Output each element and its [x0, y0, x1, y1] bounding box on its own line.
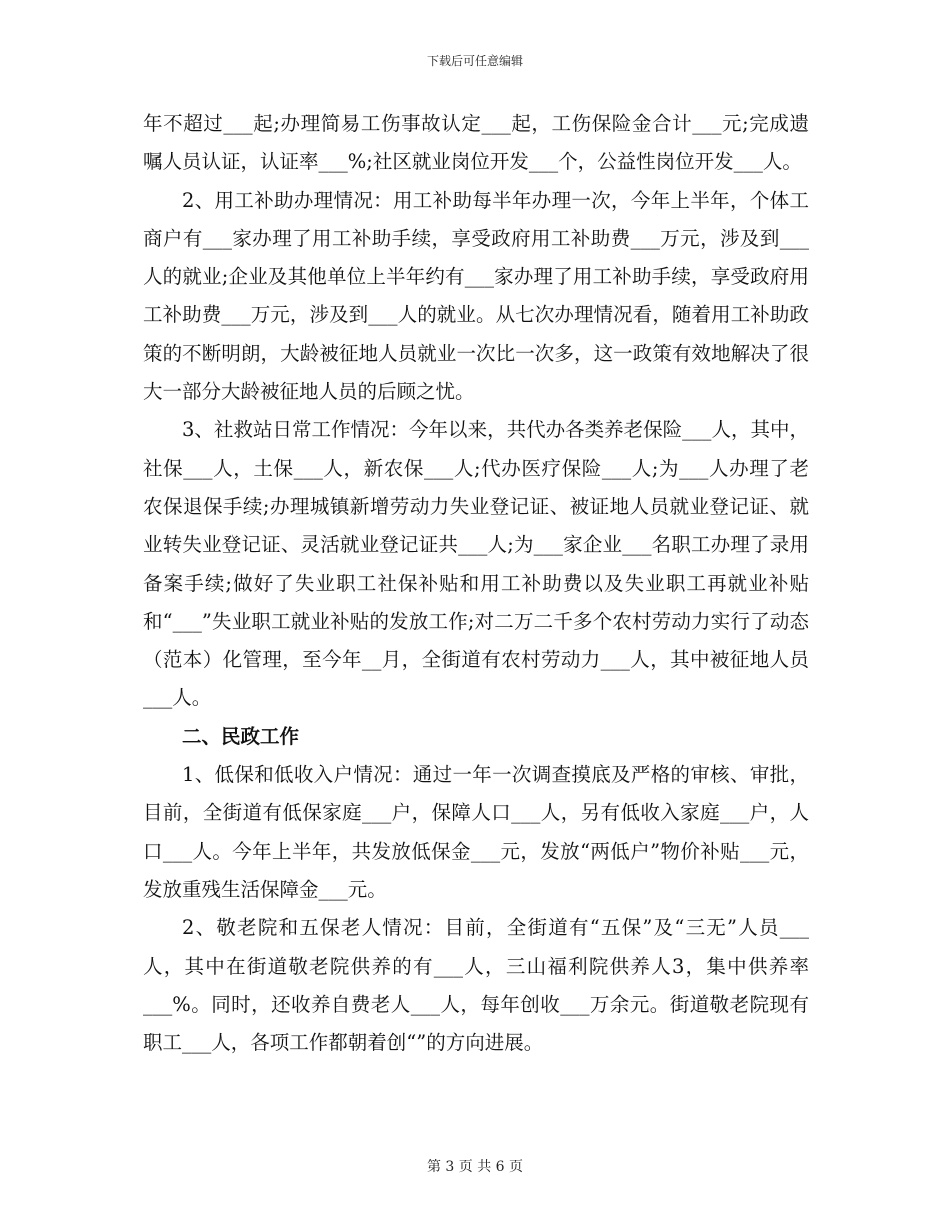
page-number: 第 3 页 共 6 页 [426, 1159, 524, 1175]
page-header: 下载后可任意编辑 [426, 54, 523, 68]
paragraph-low-income: 1、低保和低收入户情况：通过一年一次调查摸底及严格的审核、审批，目前，全街道有低保家庭___户，保障人口___人，另有低收入家庭___户，人口___人。今年上半年，共发放低保金___元，发放“两低户”物价补贴___元，发放重残生活保障金___元。 [143, 763, 809, 901]
paragraph-employment-subsidy: 2、用工补助办理情况：用工补助每半年办理一次，今年上半年，个体工商户有___家办理了用工补助手续，享受政府用工补助费___万元，涉及到___人的就业;企业及其他单位上半年约有___家办理了用工补助手续，享受政府用工补助费___万元，涉及到___人的就业。从七次办理情况看，随着用工补助政策的不断明朗，大龄被征地人员就业一次比一次多，这一政策有效地解决了很大一部分大龄被征地人员的后顾之忧。 [143, 188, 809, 404]
paragraph-social-relief-station: 3、社救站日常工作情况：今年以来，共代办各类养老保险___人，其中，社保___人，土保___人，新农保___人;代办医疗保险___人;为___人办理了老农保退保手续;办理城镇新增劳动力失业登记证、被证地人员就业登记证、就业转失业登记证、灵活就业登记证共___人;为___家企业___名职工办理了录用备案手续;做好了失业职工社保补贴和用工补助费以及失业职工再就业补贴和“___”失业职工就业补贴的发放工作;对二万二千多个农村劳动力实行了动态（范本）化管理，至今年__月，全街道有农村劳动力___人，其中被征地人员___人。 [143, 418, 809, 710]
section-heading-civil-affairs: 二、民政工作 [182, 724, 300, 748]
paragraph-continuation: 年不超过___起;办理简易工伤事故认定___起，工伤保险金合计___元;完成遗嘱人员认证，认证率___%;社区就业岗位开发___个，公益性岗位开发___人。 [143, 112, 809, 174]
document-body [143, 105, 809, 1062]
paragraph-nursing-home: 2、敬老院和五保老人情况：目前，全街道有“五保”及“三无”人员___人，其中在街道敬老院供养的有___人，三山福利院供养人3，集中供养率___%。同时，还收养自费老人___人，每年创收___万余元。街道敬老院现有职工___人，各项工作都朝着创“”的方向进展。 [143, 916, 809, 1055]
